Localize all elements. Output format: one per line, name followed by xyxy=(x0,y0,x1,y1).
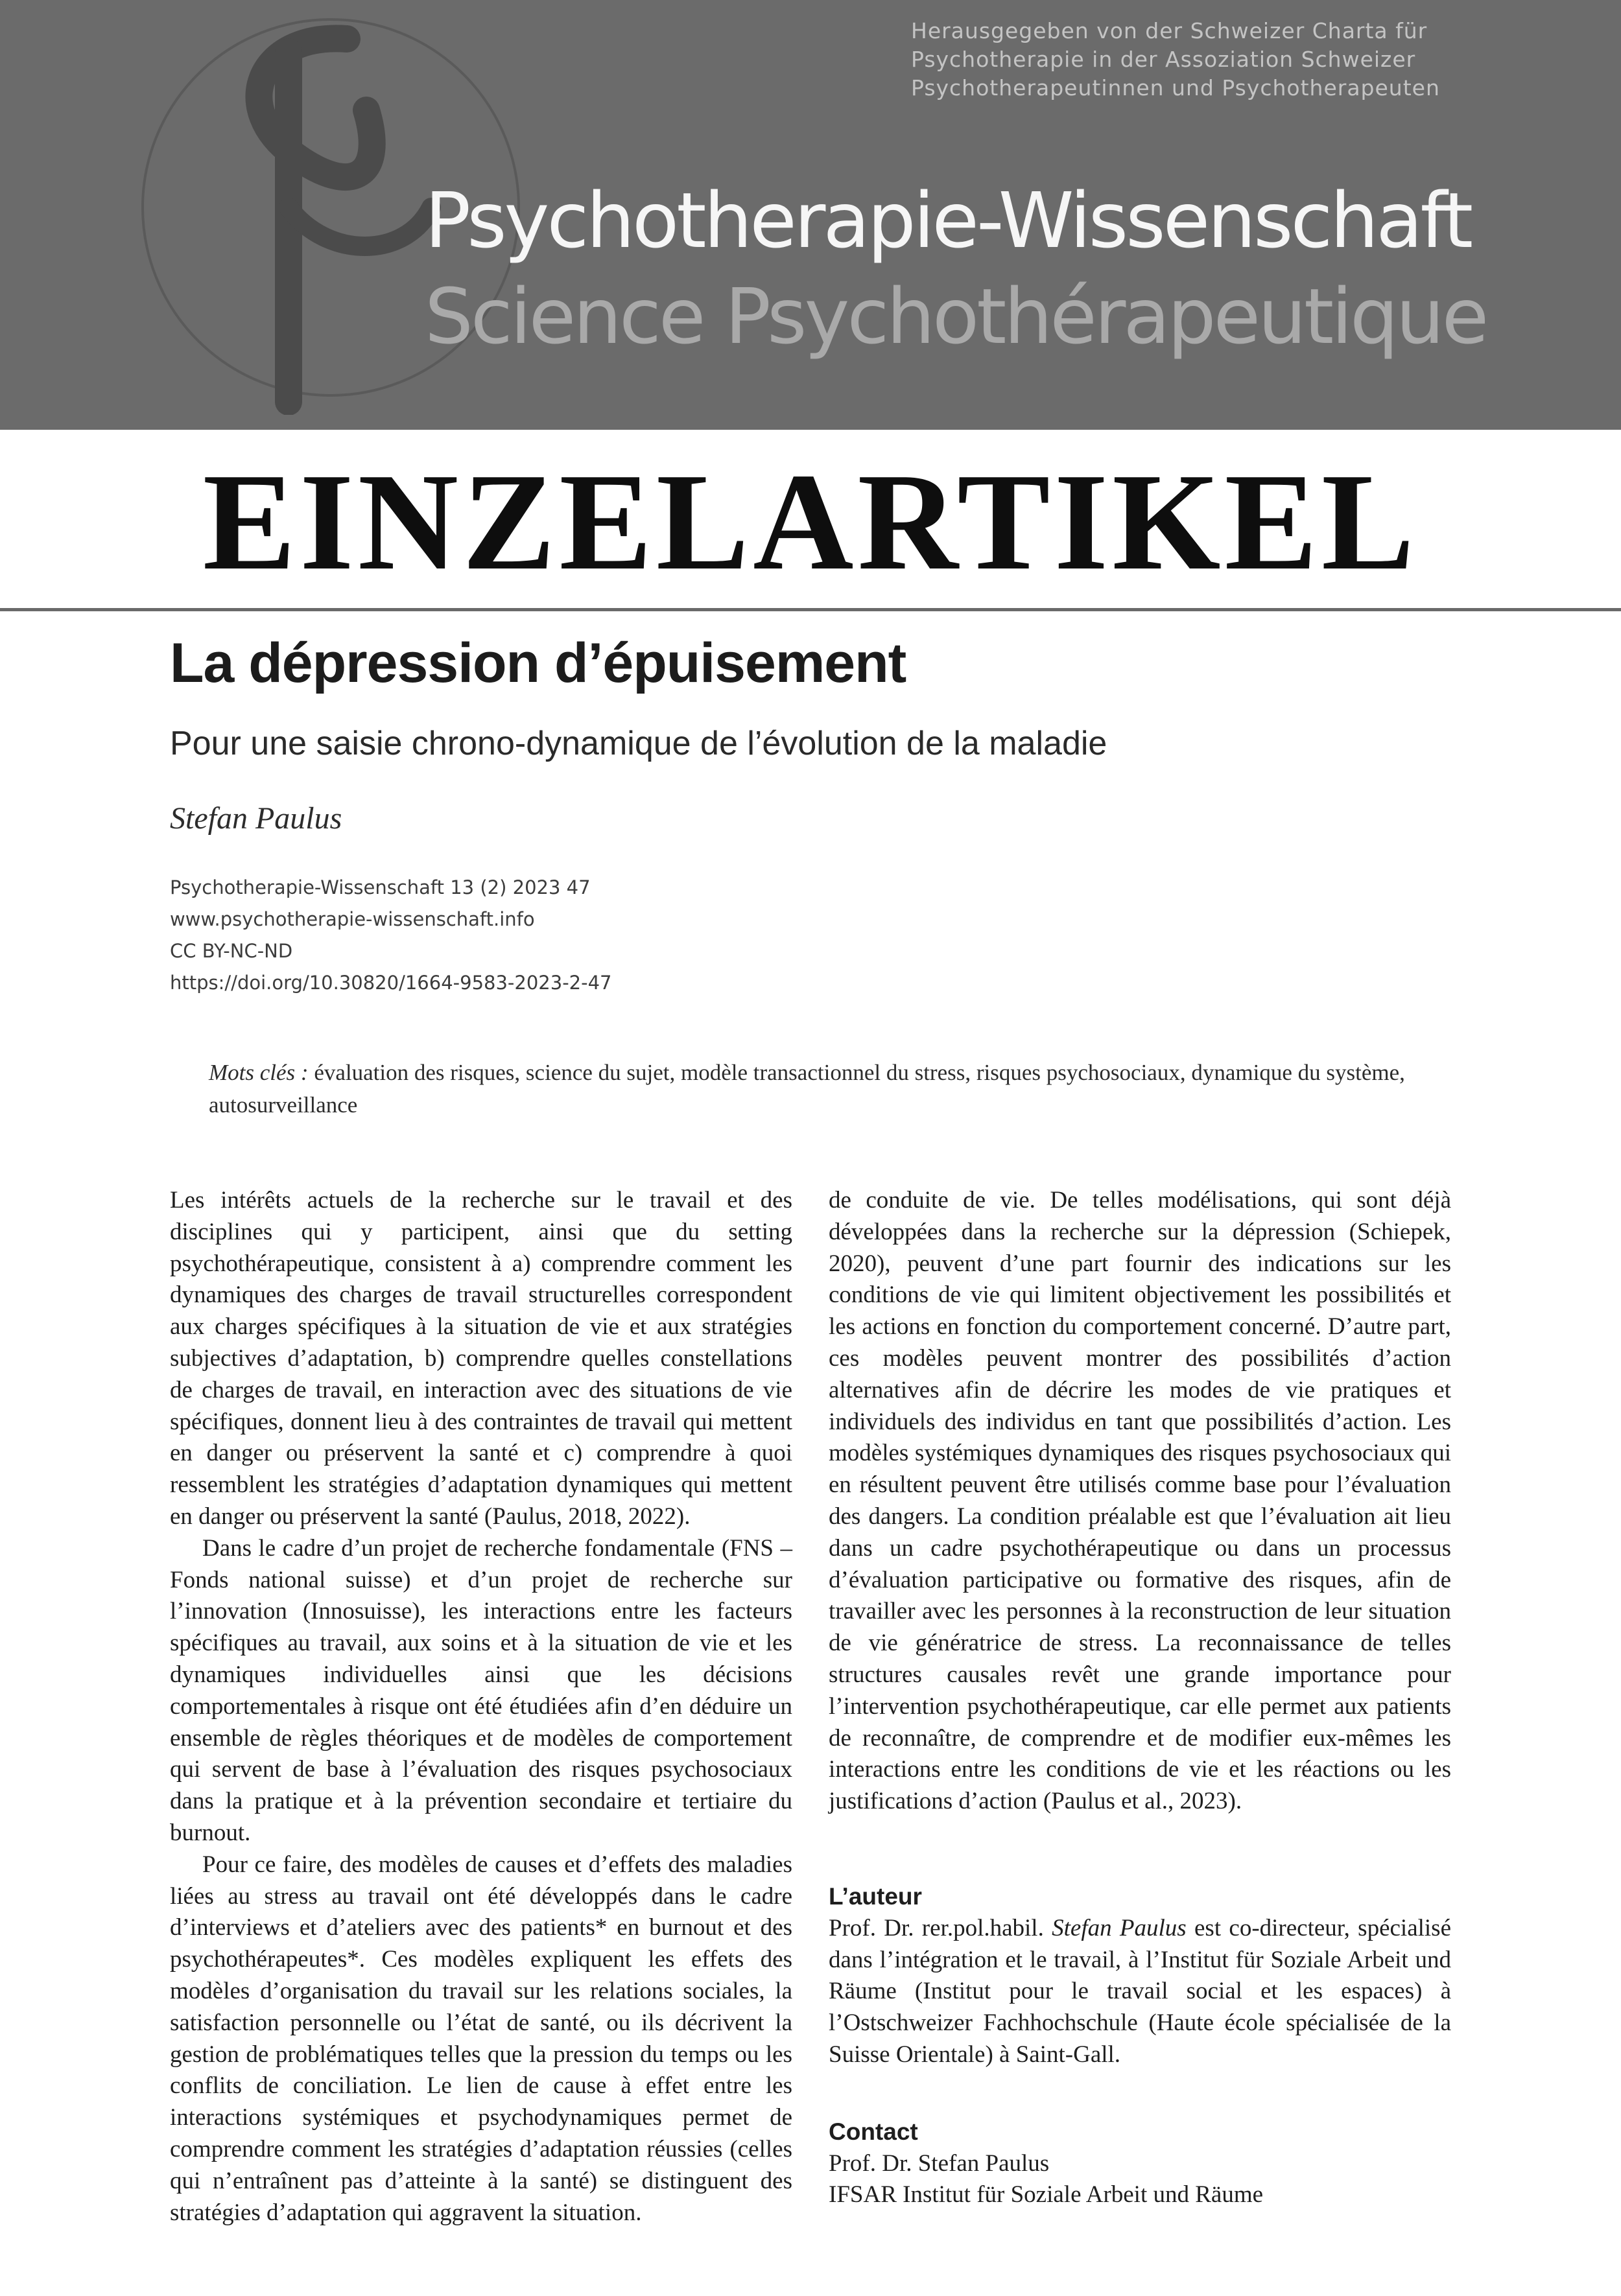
citation-website[interactable]: www.psychotherapie-wissenschaft.info xyxy=(170,908,535,930)
citation-doi[interactable]: https://doi.org/10.30820/1664-9583-2023-2-47 xyxy=(170,972,612,994)
article-author: Stefan Paulus xyxy=(170,801,342,836)
citation-license: CC BY-NC-ND xyxy=(170,940,293,962)
author-bio-name: Stefan Paulus xyxy=(1052,1914,1187,1941)
body-paragraph: Les intérêts actuels de la recherche sur le travail et des disciplines qui y participent, ainsi que du setting psychothérapeutique, consistent à a) comprendre comment les dynamiques des charges de travail structurelles correspondent aux charges spécifiques à la situation de vie et aux stratégies subjectives d’adaptation, b) comprendre quelles constellations de charges de travail, en interaction avec des situations de vie spécifiques, donnent lieu à des contraintes de travail qui mettent en danger ou préservent la santé et c) comprendre à quoi ressemblent les stratégies d’adaptation dynamiques qui mettent en danger ou préservent la santé (Paulus, 2018, 2022). xyxy=(170,1187,792,1530)
body-paragraph: de conduite de vie. De telles modélisations, qui sont déjà développées dans la recherche sur la dépression (Schiepek, 2020), peuvent d’une part fournir des indications sur les conditions de vie qui limitent objectivement les possibilités et les actions en fonction du comportement concerné. D’autre part, ces modèles peuvent montrer des possibilités d’action alternatives afin de décrire les modes de vie pratiques et individuels des individus en tant que possibilités d’action. Les modèles systémiques dynamiques des risques psychosociaux qui en résultent peuvent être utilisés comme base pour l’évaluation des dangers. La condition préalable est que l’évaluation ait lieu dans un cadre psychothérapeutique ou dans un processus d’évaluation participative ou formative des risques, afin de travailler avec les personnes à la reconstruction de leur situation de vie génératrice de stress. La reconnaissance de telles structures causales revêt une grande importance pour l’intervention psychothérapeutique, car elle permet aux patients de reconnaître, de comprendre et de modifier eux-mêmes les interactions entre les conditions de vie et les réactions ou les justifications d’action (Paulus et al., 2023). xyxy=(829,1187,1451,1815)
publisher-line: Herausgegeben von der Schweizer Charta für xyxy=(911,18,1428,43)
citation-journal: Psychotherapie-Wissenschaft 13 (2) 2023 47 xyxy=(170,876,591,898)
author-section-heading: L’auteur xyxy=(829,1882,922,1910)
body-paragraph: Dans le cadre d’un projet de recherche fondamentale (FNS – Fonds national suisse) et d’un projet de recherche sur l’innovation (Innosuisse), les interactions entre les facteurs spécifiques au travail, aux soins et à la situation de vie et les dynamiques individuelles ainsi que les décisions comportementales à risque ont été étudiées afin d’en déduire un ensemble de règles théoriques et de modèles de comportement qui servent de base à l’évaluation des risques psychosociaux dans la pratique et à la prévention secondaire et tertiaire du burnout. xyxy=(170,1534,792,1846)
keywords-block xyxy=(209,1057,1428,1121)
banner-title: EINZELARTIKEL xyxy=(202,444,1419,599)
keywords-label: Mots clés : xyxy=(209,1060,309,1085)
publisher-line: Psychotherapeutinnen und Psychotherapeuten xyxy=(911,75,1440,100)
banner-divider xyxy=(0,608,1621,611)
contact-section-heading: Contact xyxy=(829,2118,918,2145)
author-bio-text: est co-directeur, spécialisé dans l’intégration et le travail, à l’Institut für Soziale Arbeit und Räume (Institut pour le travail social et les espaces) à l’Ostschweizer Fachhochschule (Haute école spécialisée de la Suisse Orientale) à Saint-Gall. xyxy=(829,1914,1451,2068)
contact-line: Prof. Dr. Stefan Paulus xyxy=(829,2150,1050,2177)
body-column-left xyxy=(170,1185,792,2229)
publisher-note xyxy=(911,17,1579,102)
journal-header xyxy=(0,0,1621,430)
author-bio-prefix: Prof. Dr. rer.pol.habil. xyxy=(829,1914,1044,1941)
section-spacer xyxy=(829,2071,1451,2116)
body-column-right xyxy=(829,1185,1451,2211)
section-spacer xyxy=(829,1818,1451,1881)
contact-line: IFSAR Institut für Soziale Arbeit und Räume xyxy=(829,2181,1264,2208)
publisher-line: Psychotherapie in der Assoziation Schweizer xyxy=(911,47,1416,72)
citation-block xyxy=(170,872,1078,999)
article-title: La dépression d’épuisement xyxy=(170,632,906,694)
keywords-text: évaluation des risques, science du sujet, modèle transactionnel du stress, risques psychosociaux, dynamique du système, autosurveillance xyxy=(209,1060,1405,1118)
journal-title-french: Science Psychothérapeutique xyxy=(425,272,1487,361)
journal-title-german: Psychotherapie-Wissenschaft xyxy=(425,176,1471,265)
author-bio xyxy=(829,1913,1451,2071)
article-subtitle: Pour une saisie chrono-dynamique de l’évolution de la maladie xyxy=(170,725,1107,762)
body-paragraph: Pour ce faire, des modèles de causes et d’effets des maladies liées au stress au travail ont été développés dans le cadre d’interviews et d’ateliers avec des patients* en burnout et des psychothérapeutes*. Ces modèles expliquent les effets des modèles d’organisation du travail sur les relations sociales, la satisfaction personnelle ou l’état de santé, ou ils décrivent la gestion de problématiques telles que la pression du temps ou les conflits de conciliation. Le lien de cause à effet entre les interactions systémiques et psychodynamiques permet de comprendre comment les stratégies d’adaptation réussies (celles qui n’entraînent pas d’atteinte à la santé) se distinguent des stratégies d’adaptation qui aggravent la situation. xyxy=(170,1851,792,2226)
